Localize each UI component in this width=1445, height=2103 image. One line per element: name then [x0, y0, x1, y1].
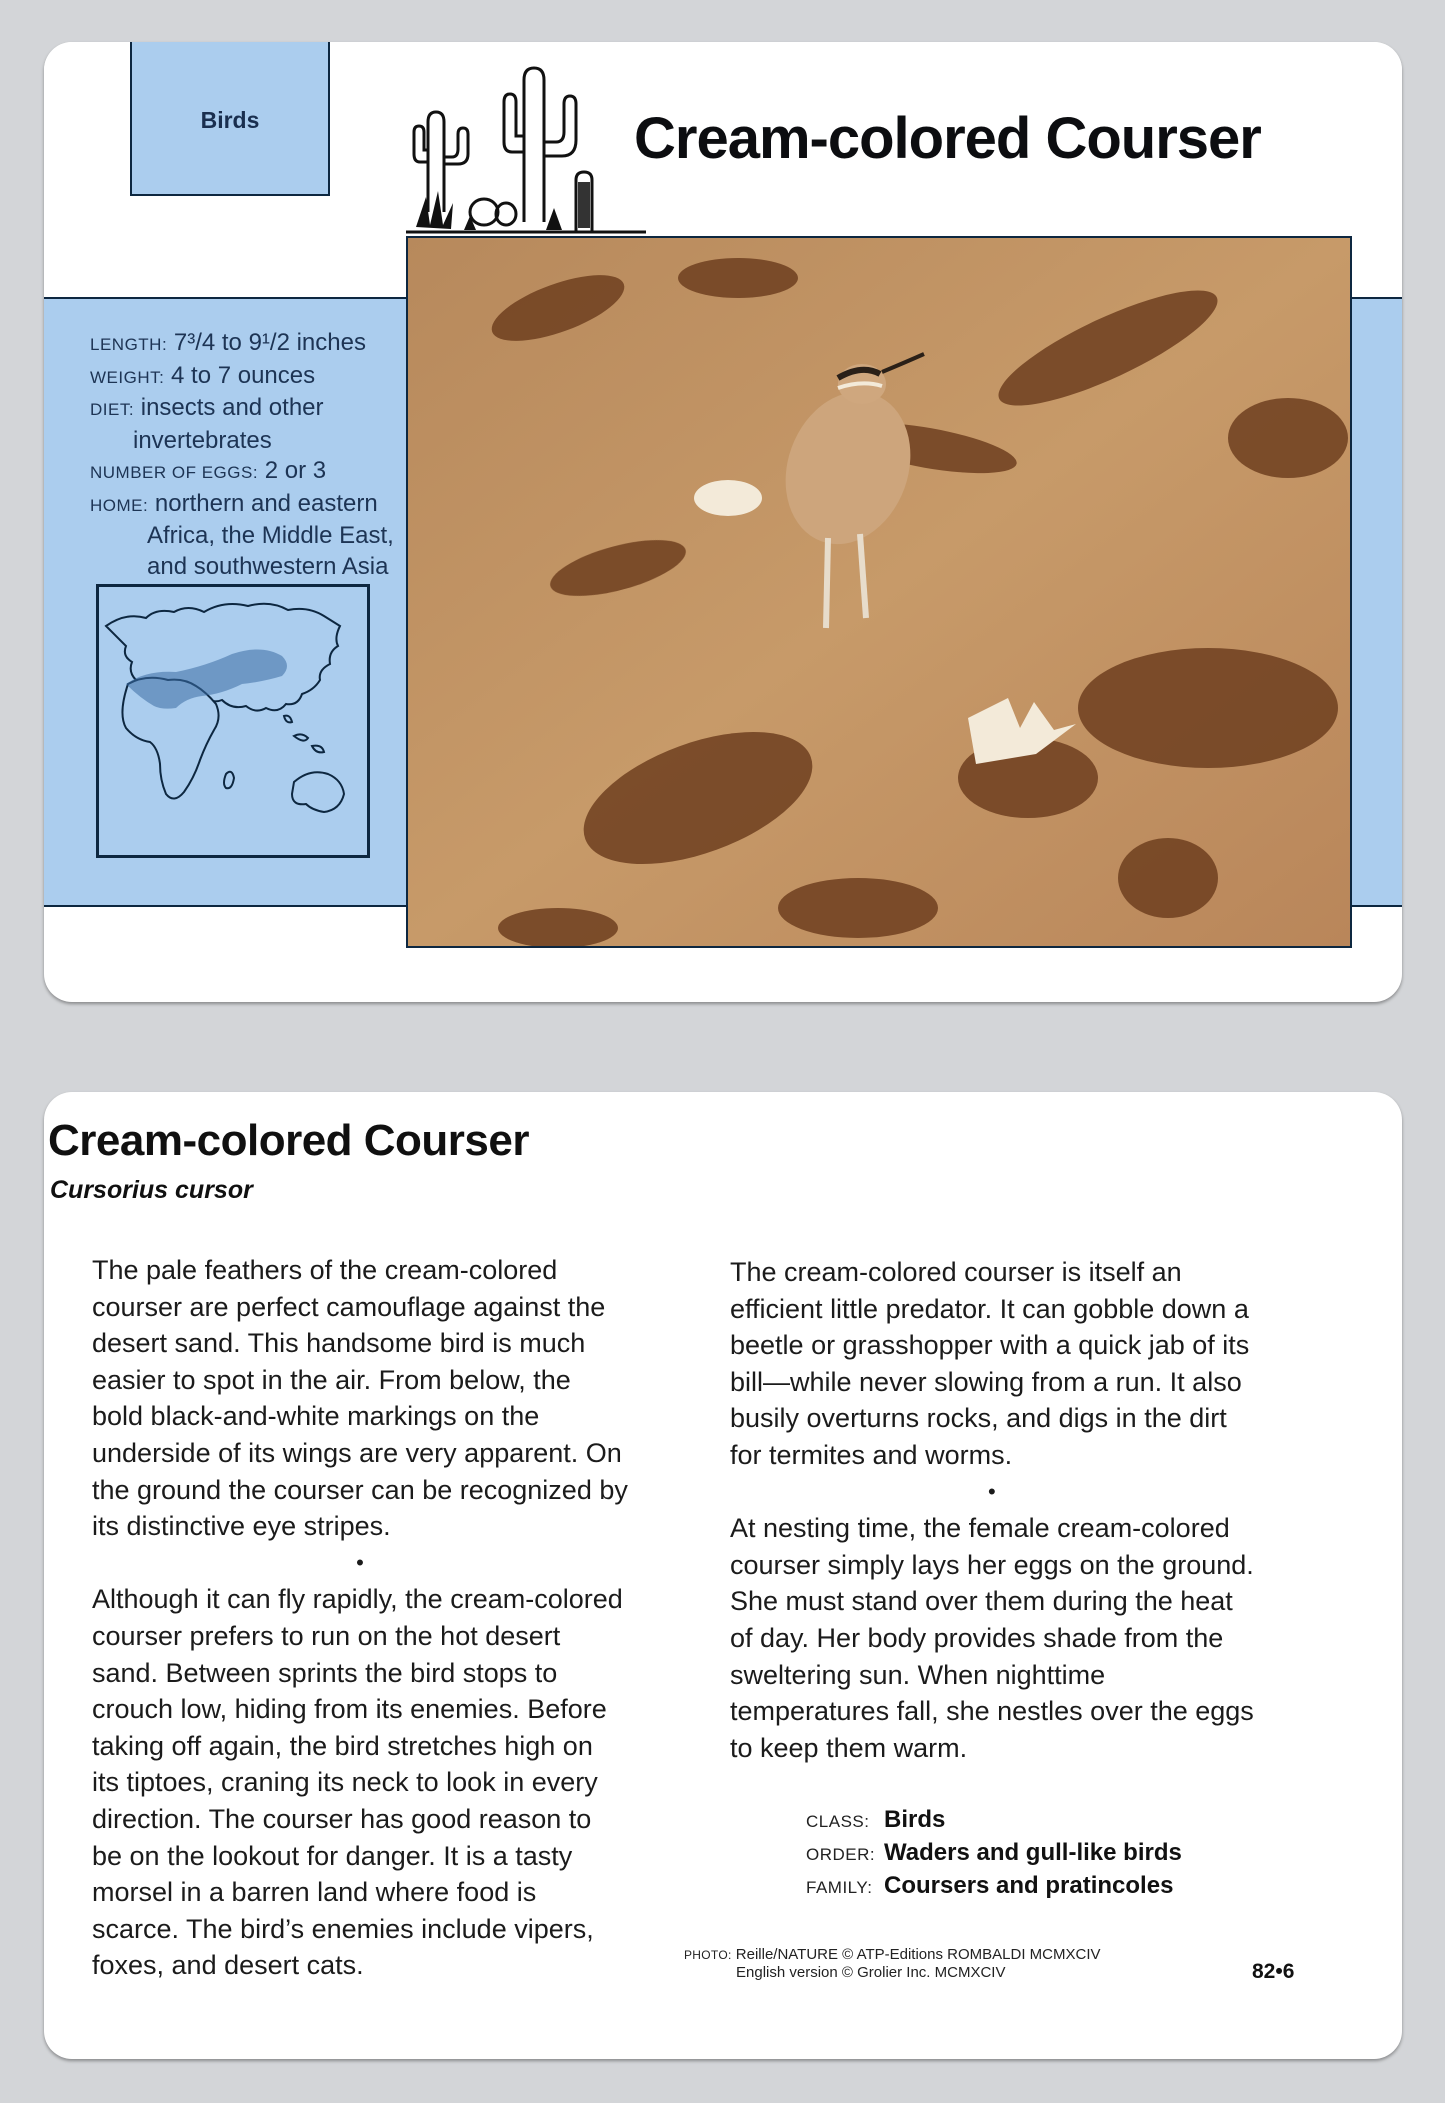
text-line: its tiptoes, craning its neck to look in every: [92, 1767, 598, 1798]
text-line: courser are perfect camouflage against the: [92, 1291, 606, 1322]
text-line: courser simply lays her eggs on the ground.: [730, 1549, 1254, 1580]
text-line: desert sand. This handsome bird is much: [92, 1328, 586, 1359]
text-line: of day. Her body provides shade from the: [730, 1622, 1224, 1653]
paragraph-separator: •: [988, 1478, 996, 1504]
text-line: be on the lookout for danger. It is a tasty: [92, 1840, 573, 1871]
category-tab: [130, 42, 330, 196]
fact-diet: DIET: insects and other: [90, 394, 324, 421]
text-line: easier to spot in the air. From below, the: [92, 1364, 571, 1395]
text-line: bold black-and-white markings on the: [92, 1401, 540, 1432]
taxonomy-order: ORDER: Waders and gull-like birds: [806, 1839, 1182, 1866]
text-line: Although it can fly rapidly, the cream-colored: [92, 1584, 623, 1615]
fact-list: [90, 328, 430, 582]
paragraph-separator: •: [356, 1549, 364, 1575]
credit-line-2: English version © Grolier Inc. MCMXCIV: [736, 1964, 1006, 1981]
category-label: Birds: [200, 106, 260, 133]
text-line: beetle or grasshopper with a quick jab of its: [730, 1330, 1250, 1361]
fact-length: LENGTH: 7³/4 to 9¹/2 inches: [90, 329, 366, 356]
scientific-name: Cursorius cursor: [50, 1176, 253, 1204]
text-line: morsel in a barren land where food is: [92, 1877, 537, 1908]
text-line: temperatures fall, she nestles over the eggs: [730, 1696, 1254, 1727]
taxonomy-block: [806, 1804, 1182, 1903]
text-line: bill—while never slowing from a run. It also: [730, 1366, 1242, 1397]
text-line: sweltering sun. When nighttime: [730, 1659, 1106, 1690]
range-map-icon: [96, 584, 370, 858]
taxonomy-family: FAMILY: Coursers and pratincoles: [806, 1872, 1174, 1899]
card-title: Cream-colored Courser: [634, 106, 1261, 171]
text-line: The cream-colored courser is itself an: [730, 1257, 1182, 1287]
text-line: She must stand over them during the heat: [730, 1586, 1233, 1617]
text-line: to keep them warm.: [730, 1732, 968, 1763]
fact-diet-cont: invertebrates: [133, 426, 272, 454]
fact-weight: WEIGHT: 4 to 7 ounces: [90, 361, 316, 389]
taxonomy-class: CLASS: Birds: [806, 1806, 946, 1833]
fact-home-cont-1: Africa, the Middle East,: [147, 522, 394, 549]
card-number: 82•6: [1252, 1960, 1295, 1983]
text-line: courser prefers to run on the hot desert: [92, 1620, 561, 1651]
text-column-left: [92, 1252, 628, 1984]
text-line: crouch low, hiding from its enemies. Before: [92, 1694, 607, 1725]
text-column-right: [730, 1254, 1254, 1766]
fact-home-cont-2: and southwestern Asia: [147, 552, 389, 580]
text-line: scarce. The bird’s enemies include vipers,: [92, 1913, 594, 1944]
text-line: its distinctive eye stripes.: [92, 1511, 391, 1542]
fact-home: HOME: northern and eastern: [90, 489, 378, 517]
text-line: foxes, and desert cats.: [92, 1950, 364, 1981]
card-front: [44, 42, 1402, 1002]
text-line: direction. The courser has good reason to: [92, 1803, 592, 1834]
text-line: sand. Between sprints the bird stops to: [92, 1657, 558, 1688]
text-line: The pale feathers of the cream-colored: [92, 1255, 558, 1285]
back-title: Cream-colored Courser: [48, 1116, 529, 1165]
fact-eggs: NUMBER OF EGGS: 2 or 3: [90, 457, 327, 484]
text-line: efficient little predator. It can gobble down a: [730, 1293, 1249, 1324]
photo-credits: [684, 1946, 1101, 1982]
text-line: for termites and worms.: [730, 1439, 1013, 1470]
text-line: busily overturns rocks, and digs in the dirt: [730, 1403, 1227, 1434]
text-line: the ground the courser can be recognized by: [92, 1474, 628, 1505]
bird-photo: [406, 236, 1352, 948]
text-line: At nesting time, the female cream-colored: [730, 1513, 1230, 1544]
text-line: taking off again, the bird stretches high on: [92, 1730, 593, 1761]
credit-line-1: PHOTO: Reille/NATURE © ATP-Editions ROMBALDI MCMXCIV: [684, 1946, 1101, 1963]
text-line: underside of its wings are very apparent. On: [92, 1437, 622, 1468]
